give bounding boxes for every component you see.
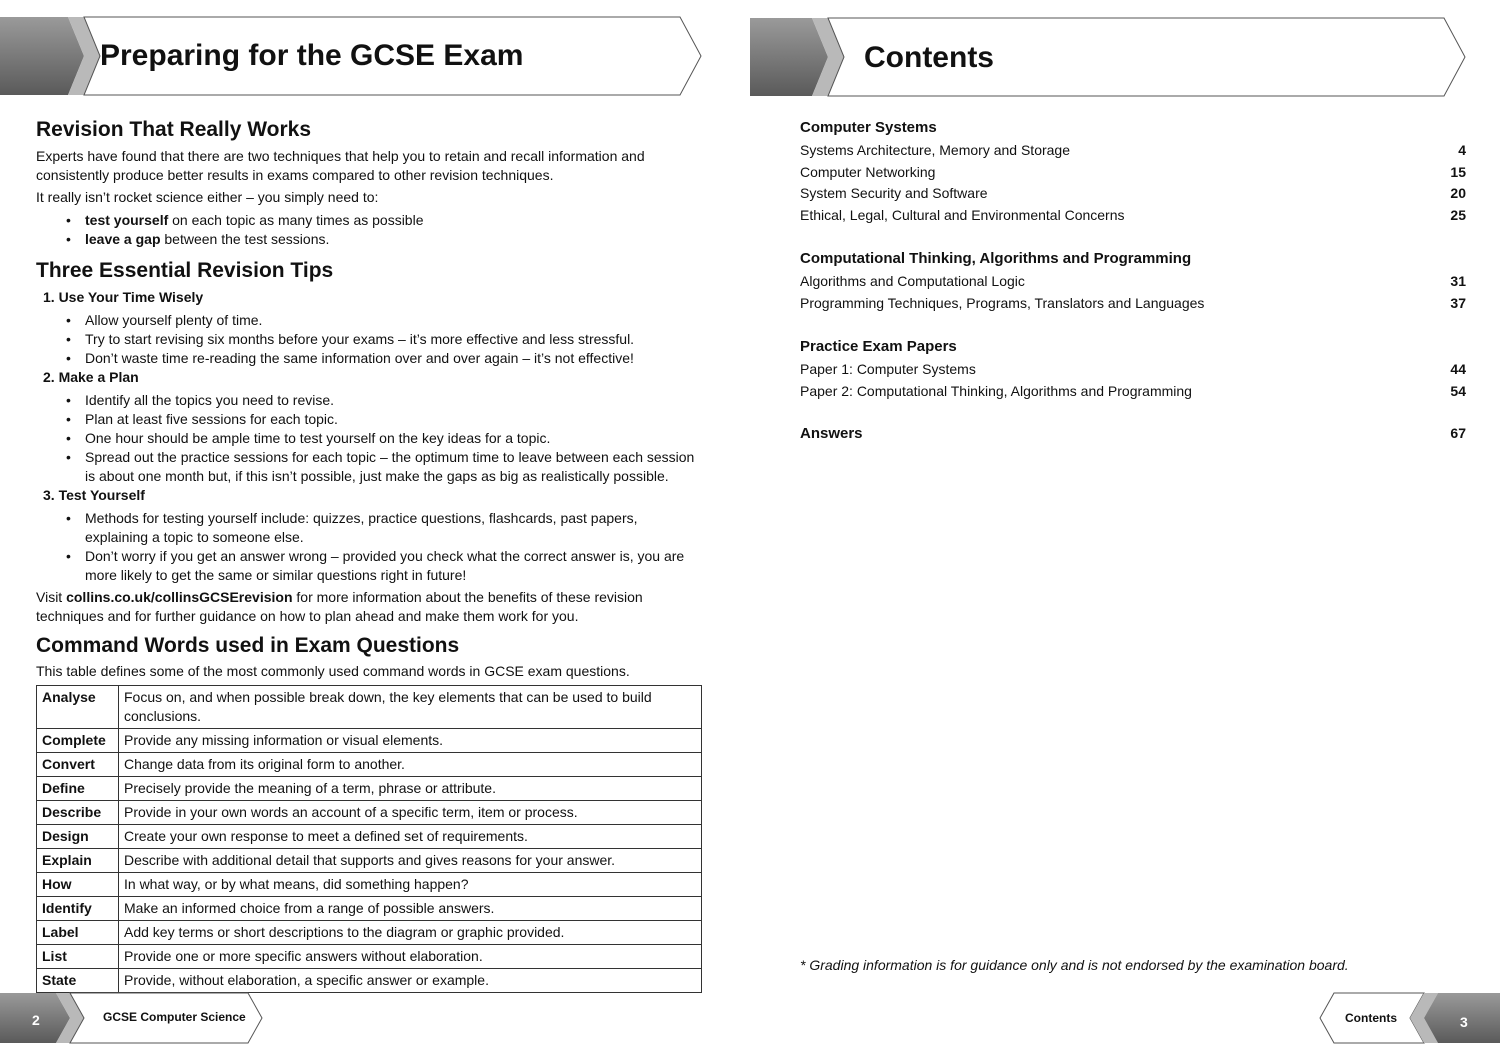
command-definition: Describe with additional detail that supports and gives reasons for your answer. xyxy=(119,849,702,873)
tip-2-heading: 2. Make a Plan xyxy=(43,369,139,385)
toc-row[interactable]: Algorithms and Computational Logic 31 xyxy=(800,273,1466,289)
table-row xyxy=(37,753,702,777)
table-row xyxy=(37,873,702,897)
command-definition: Create your own response to meet a defined set of requirements. xyxy=(119,825,702,849)
list-item: • Try to start revising six months before your exams – it’s more effective and less stressful. xyxy=(36,330,704,349)
toc-section-practice-papers xyxy=(800,337,1466,402)
tip-1-list xyxy=(36,311,704,368)
table-of-contents xyxy=(800,118,1466,445)
tips-heading: Three Essential Revision Tips xyxy=(36,259,334,282)
command-word: Define xyxy=(37,777,119,801)
command-word: Design xyxy=(37,825,119,849)
right-header-banner xyxy=(750,17,1468,97)
tip-3-heading: 3. Test Yourself xyxy=(43,487,145,503)
command-words-table xyxy=(36,685,702,993)
command-word: Explain xyxy=(37,849,119,873)
toc-row[interactable]: Paper 2: Computational Thinking, Algorithms and Programming 54 xyxy=(800,382,1466,399)
toc-row[interactable]: Paper 1: Computer Systems 44 xyxy=(800,361,1466,377)
toc-answers-row[interactable]: Answers 67 xyxy=(800,425,1466,442)
table-row xyxy=(37,849,702,873)
list-item: • Plan at least five sessions for each topic. xyxy=(36,410,704,429)
command-word: How xyxy=(37,873,119,897)
list-item: • Don’t waste time re-reading the same information over and over again – it’s not effective! xyxy=(36,349,704,368)
banner-graphic xyxy=(750,17,1468,97)
table-row xyxy=(37,921,702,945)
table-row xyxy=(37,825,702,849)
list-item: • leave a gap between the test sessions. xyxy=(36,230,704,249)
table-row xyxy=(37,777,702,801)
list-item: • Methods for testing yourself include: quizzes, practice questions, flashcards, past papers, explaining a topic to someone else. xyxy=(36,509,704,547)
grading-note: * Grading information is for guidance only and is not endorsed by the examination board. xyxy=(800,957,1349,973)
list-item: • Spread out the practice sessions for each topic – the optimum time to leave between each session is about one month but, if this isn’t possible, just make the gaps as big as realistically possible. xyxy=(36,448,704,486)
contents-title: Contents xyxy=(864,41,994,74)
visit-paragraph: Visit collins.co.uk/collinsGCSErevision for more information about the benefits of these revision techniques and for further guidance on how to plan ahead and make them work for you. xyxy=(36,589,643,624)
toc-section-title: Computer Systems xyxy=(800,119,937,136)
left-header-banner xyxy=(0,16,704,96)
right-page xyxy=(750,0,1500,1061)
toc-section-title: Practice Exam Papers xyxy=(800,338,957,355)
command-definition: Make an informed choice from a range of possible answers. xyxy=(119,897,702,921)
list-item: • Don’t worry if you get an answer wrong – provided you check what the correct answer is, you are more likely to get the same or similar questions right in future! xyxy=(36,547,704,585)
command-definition: Add key terms or short descriptions to the diagram or graphic provided. xyxy=(119,921,702,945)
toc-section-computer-systems xyxy=(800,118,1466,226)
revision-heading: Revision That Really Works xyxy=(36,118,312,141)
commands-heading: Command Words used in Exam Questions xyxy=(36,634,460,657)
command-word: Label xyxy=(37,921,119,945)
table-row xyxy=(37,897,702,921)
left-footer xyxy=(0,992,270,1044)
table-row xyxy=(37,729,702,753)
toc-row[interactable]: Systems Architecture, Memory and Storage 4 xyxy=(800,142,1466,158)
command-word: Analyse xyxy=(37,686,119,729)
command-word: List xyxy=(37,945,119,969)
toc-section-computational-thinking xyxy=(800,249,1466,314)
list-item: • Identify all the topics you need to revise. xyxy=(36,391,704,410)
list-item: • One hour should be ample time to test yourself on the key ideas for a topic. xyxy=(36,429,704,448)
page-number: 2 xyxy=(32,1012,40,1028)
toc-section-title: Computational Thinking, Algorithms and Programming xyxy=(800,250,1192,267)
commands-intro: This table defines some of the most commonly used command words in GCSE exam questions. xyxy=(36,663,630,679)
tip-1-heading: 1. Use Your Time Wisely xyxy=(43,289,204,305)
command-definition: Focus on, and when possible break down, the key elements that can be used to build conclusions. xyxy=(119,686,702,729)
command-word: State xyxy=(37,969,119,993)
tip-3-list xyxy=(36,509,704,585)
command-definition: In what way, or by what means, did something happen? xyxy=(119,873,702,897)
table-row xyxy=(37,969,702,993)
table-row xyxy=(37,801,702,825)
command-word: Convert xyxy=(37,753,119,777)
footer-section-label: Contents xyxy=(1345,1011,1397,1025)
revision-paragraph-1: Experts have found that there are two techniques that help you to retain and recall information and consistently produce better results in exams compared to other revision techniques. xyxy=(36,148,645,183)
command-word: Complete xyxy=(37,729,119,753)
page-title: Preparing for the GCSE Exam xyxy=(100,39,524,72)
command-definition: Provide one or more specific answers without elaboration. xyxy=(119,945,702,969)
revision-list xyxy=(36,211,704,249)
command-definition: Provide any missing information or visual elements. xyxy=(119,729,702,753)
command-definition: Provide, without elaboration, a specific answer or example. xyxy=(119,969,702,993)
tip-2-list xyxy=(36,391,704,486)
revision-paragraph-2: It really isn’t rocket science either – you simply need to: xyxy=(36,189,379,205)
toc-row[interactable]: Programming Techniques, Programs, Translators and Languages 37 xyxy=(800,294,1466,311)
book-title: GCSE Computer Science xyxy=(103,1010,246,1024)
table-row xyxy=(37,686,702,729)
page-number: 3 xyxy=(1460,1014,1468,1030)
toc-row[interactable]: Ethical, Legal, Cultural and Environmental Concerns 25 xyxy=(800,206,1466,223)
collins-link[interactable]: collins.co.uk/collinsGCSErevision xyxy=(66,589,293,605)
command-definition: Change data from its original form to another. xyxy=(119,753,702,777)
toc-row[interactable]: Computer Networking 15 xyxy=(800,163,1466,180)
list-item: • test yourself on each topic as many times as possible xyxy=(36,211,704,230)
right-footer xyxy=(1318,992,1500,1044)
command-definition: Provide in your own words an account of a specific term, item or process. xyxy=(119,801,702,825)
left-content xyxy=(36,118,704,993)
toc-row[interactable]: System Security and Software 20 xyxy=(800,185,1466,201)
command-definition: Precisely provide the meaning of a term, phrase or attribute. xyxy=(119,777,702,801)
list-item: • Allow yourself plenty of time. xyxy=(36,311,704,330)
command-word: Describe xyxy=(37,801,119,825)
table-row xyxy=(37,945,702,969)
command-word: Identify xyxy=(37,897,119,921)
